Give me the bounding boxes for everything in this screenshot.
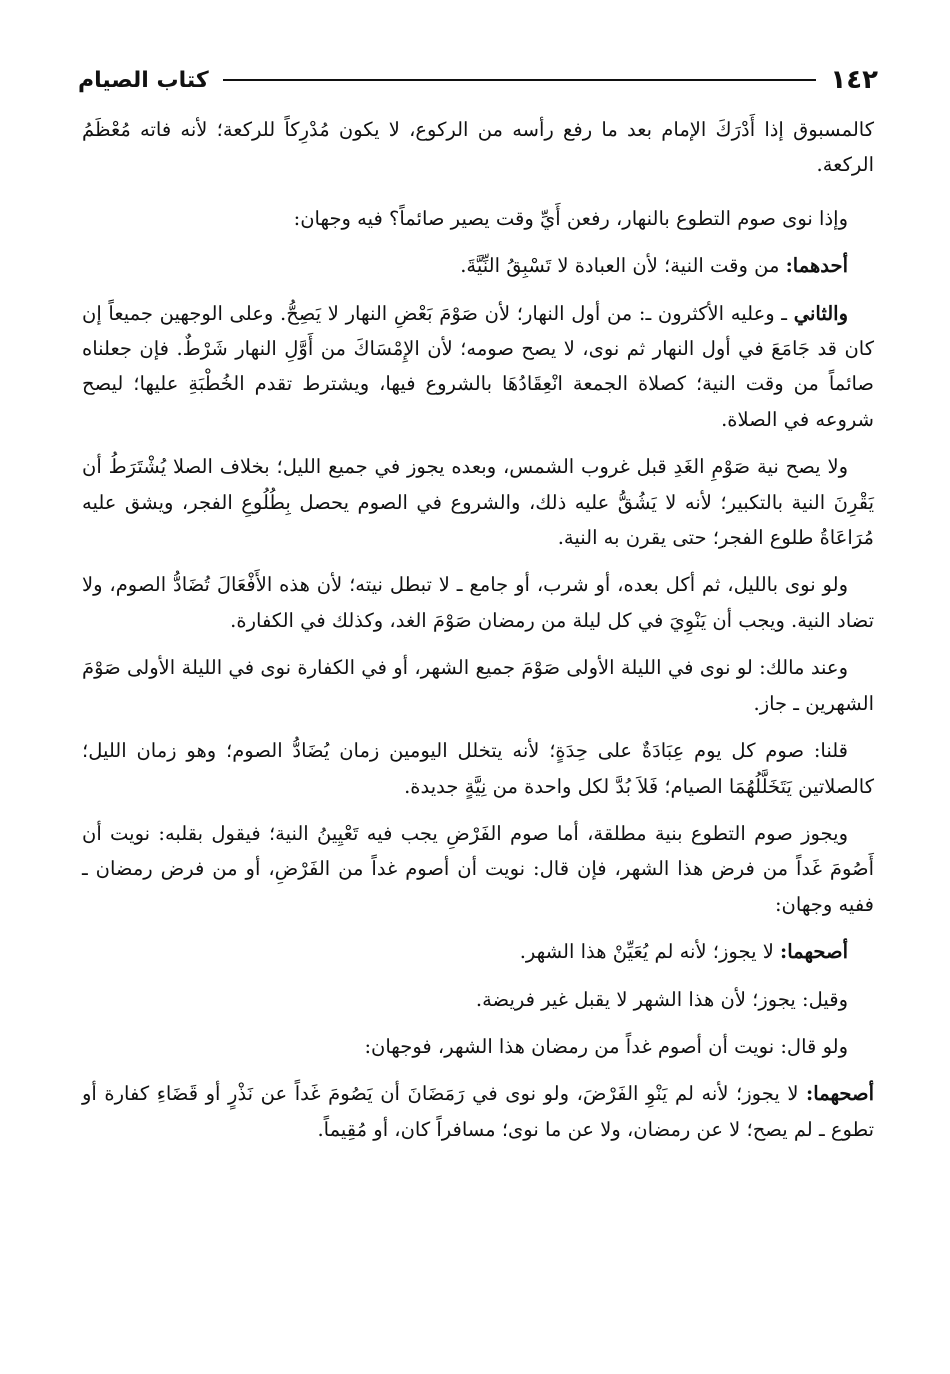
- paragraph-lead: والثاني: [793, 301, 848, 325]
- paragraph-8: [82, 733, 874, 804]
- paragraph-text: لا يجوز؛ لأنه لم يُعَيِّنْ هذا الشهر.: [519, 940, 781, 964]
- header-rule: [223, 79, 817, 81]
- paragraph-lead: أحدهما:: [785, 254, 848, 278]
- running-head: [78, 60, 878, 100]
- paragraph-7: [82, 650, 874, 721]
- paragraph-text: كالمسبوق إذا أَدْرَكَ الإمام بعد ما رفع رأسه من الركوع، لا يكون مُدْرِكاً للركعة؛ لأنه فاته مُعْظَمُ الركعة.: [82, 118, 874, 177]
- book-title: كتاب الصيام: [78, 67, 209, 93]
- paragraph-text: ولا يصح نية صَوْمِ الغَدِ قبل غروب الشمس، وبعده يجوز في جميع الليل؛ بخلاف الصلا يُشْتَرَطُ أن يَقْرِنَ النية بالتكبير؛ لأنه لا يَشُقُّ عليه ذلك، والشروع في الصوم يحصل بِطُلُوعِ الفجر، ويشق عليه مُرَاعَاةُ طلوع الفجر؛ حتى يقرن به النية.: [82, 455, 874, 550]
- paragraph-text: ـ وعليه الأكثرون ـ: من أول النهار؛ لأن صَوْمَ بَعْضِ النهار لا يَصِحُّ. وعلى الوجهين جميعاً إن كان قد جَامَعَ في أول النهار ثم نوى، لا يصح صومه؛ لأن الإِمْسَاكَ من أَوَّلِ النهار شَرْطٌ. فإن جعلناه صائماً من وقت النية؛ كصلاة الجمعة انْعِقَادُهَا بالشروع فيها، ويشترط تقدم الخُطْبَةِ عليها؛ ليصح شروعه في الصلاة.: [82, 301, 874, 431]
- paragraph-3: [82, 248, 874, 283]
- paragraph-text: من وقت النية؛ لأن العبادة لا تَسْبِقُ النِّيَّةَ.: [460, 254, 786, 278]
- paragraph-1: [82, 112, 874, 183]
- paragraph-9: [82, 816, 874, 922]
- paragraph-text: قلنا: صوم كل يوم عِبَادَةٌ على حِدَةٍ؛ لأنه يتخلل اليومين زمان يُضَادُّ الصوم؛ وهو زمان الليل؛ كالصلاتين يَتَخَلَّلُهُمَا الصيام؛ فَلاَ بُدَّ لكل واحدة من نِيَّةٍ جديدة.: [82, 739, 874, 798]
- paragraph-10: [82, 934, 874, 969]
- paragraph-text: لا يجوز؛ لأنه لم يَنْوِ الفَرْضَ، ولو نوى في رَمَضَانَ أن يَصُومَ غَداً عن نَذْرٍ أو قَضَاءِ كفارة أو تطوع ـ لم يصح؛ لا عن رمضان، ولا عن ما نوى؛ مسافراً كان، أو مُقِيماً.: [82, 1082, 874, 1141]
- paragraph-text: ولو قال: نويت أن أصوم غداً من رمضان هذا الشهر، فوجهان:: [364, 1034, 848, 1058]
- paragraph-lead: أصحهما:: [806, 1082, 874, 1106]
- paragraph-text: وعند مالك: لو نوى في الليلة الأولى صَوْمَ جميع الشهر، أو في الكفارة نوى في الليلة الأولى صَوْمَ الشهرين ـ جاز.: [82, 656, 874, 715]
- paragraph-5: [82, 449, 874, 555]
- paragraph-4: [82, 296, 874, 438]
- paragraph-text: وإذا نوى صوم التطوع بالنهار، رفعن أَيِّ وقت يصير صائماً؟ فيه وجهان:: [293, 206, 848, 230]
- paragraph-11: [82, 982, 874, 1017]
- paragraph-2: [82, 201, 874, 236]
- paragraph-6: [82, 567, 874, 638]
- paragraph-text: ولو نوى بالليل، ثم أكل بعده، أو شرب، أو جامع ـ لا تبطل نيته؛ لأن هذه الأَفْعَالَ تُضَادُّ الصوم، ولا تضاد النية. ويجب أن يَنْوِيَ في كل ليلة من رمضان صَوْمَ الغد، وكذلك في الكفارة.: [82, 573, 874, 632]
- paragraph-12: [82, 1029, 874, 1064]
- paragraph-text: ويجوز صوم التطوع بنية مطلقة، أما صوم الفَرْضِ يجب فيه تَعْيِينُ النية؛ فيقول بقلبه: نويت أن أَصُومَ غَداً من فرض هذا الشهر، فإن قال: نويت أن أصوم غداً من الفَرْضِ، أو من فرض رمضان ـ ففيه وجهان:: [82, 821, 874, 916]
- paragraph-text: وقيل: يجوز؛ لأن هذا الشهر لا يقبل غير فريضة.: [475, 987, 848, 1011]
- body-text: [82, 112, 874, 1159]
- paragraph-lead: أصحهما:: [780, 940, 848, 964]
- page-number: ١٤٢: [830, 65, 878, 95]
- paragraph-13: [82, 1076, 874, 1147]
